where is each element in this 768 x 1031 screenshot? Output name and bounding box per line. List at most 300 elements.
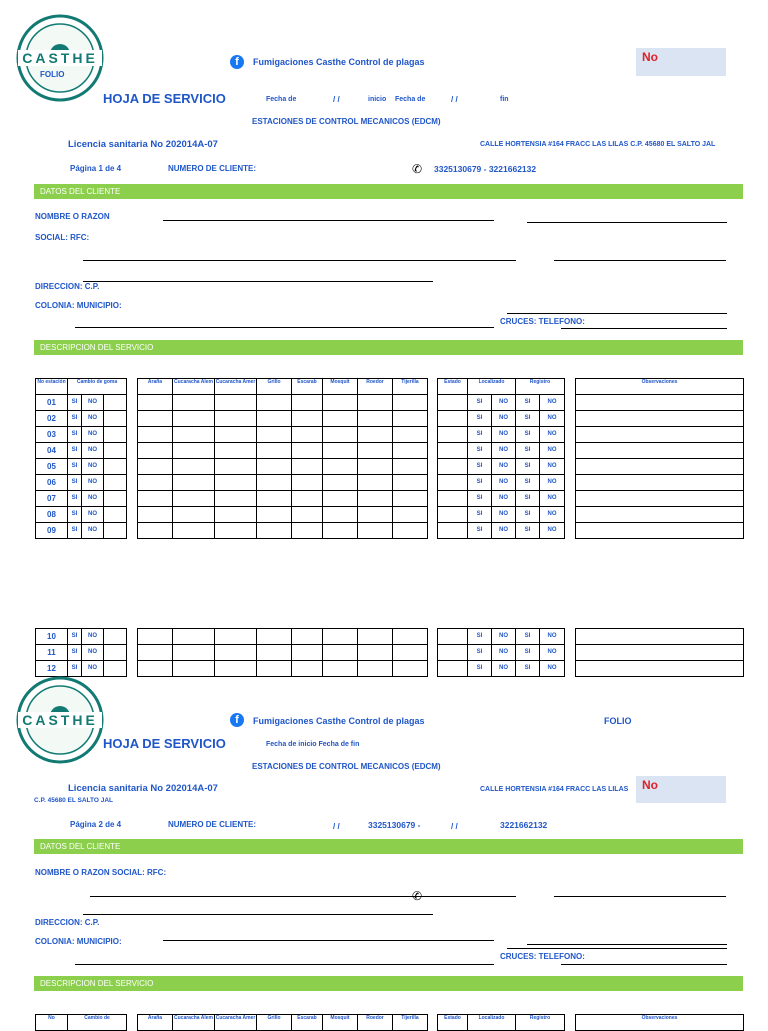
field-line xyxy=(83,281,433,282)
pest-cell xyxy=(257,443,292,459)
registro-no: NO xyxy=(540,507,565,523)
table-row xyxy=(576,507,744,523)
page-title-2: HOJA DE SERVICIO xyxy=(103,736,226,751)
table-row xyxy=(36,411,127,427)
table-cell xyxy=(104,661,127,677)
table-cell xyxy=(104,427,127,443)
header-roedor: Roedor xyxy=(358,1015,393,1031)
estado-cell xyxy=(438,427,468,443)
observaciones-cell xyxy=(576,395,744,411)
pest-cell xyxy=(323,491,358,507)
facebook-page-name: Fumigaciones Casthe Control de plagas xyxy=(253,716,425,726)
subtitle-2: ESTACIONES DE CONTROL MECANICOS (EDCM) xyxy=(252,762,441,771)
estado-cell xyxy=(438,661,468,677)
table-row xyxy=(138,427,428,443)
table-row xyxy=(138,443,428,459)
table-row xyxy=(438,629,565,645)
pest-cell xyxy=(292,443,323,459)
header-grillo: Grillo xyxy=(257,379,292,395)
table-row xyxy=(36,629,127,645)
pest-cell xyxy=(138,459,173,475)
cambio-si: SI xyxy=(68,645,82,661)
cambio-no: NO xyxy=(82,427,104,443)
table-row xyxy=(576,395,744,411)
registro-si: SI xyxy=(516,645,540,661)
table-row xyxy=(438,507,565,523)
registro-si: SI xyxy=(516,523,540,539)
pest-cell xyxy=(173,475,215,491)
pest-cell xyxy=(173,661,215,677)
table-row xyxy=(138,379,428,395)
pest-cell xyxy=(257,411,292,427)
table-row xyxy=(36,475,127,491)
cambio-si: SI xyxy=(68,459,82,475)
localizado-si: SI xyxy=(468,507,492,523)
table-cell xyxy=(104,491,127,507)
registro-si: SI xyxy=(516,395,540,411)
pest-cell xyxy=(323,395,358,411)
station-table-status xyxy=(437,1014,565,1031)
direccion-empresa-2: CALLE HORTENSIA #164 FRACC LAS LILAS xyxy=(480,786,629,793)
estado-cell xyxy=(438,645,468,661)
station-number: 01 xyxy=(36,395,68,411)
pest-cell xyxy=(215,427,257,443)
pest-cell xyxy=(215,491,257,507)
registro-si: SI xyxy=(516,459,540,475)
table-row xyxy=(438,475,565,491)
table-row xyxy=(576,629,744,645)
casthe-logo xyxy=(16,14,104,102)
cp-salto-2: C.P. 45680 EL SALTO JAL xyxy=(34,797,113,804)
table-row xyxy=(438,411,565,427)
descripcion-servicio-bar-1: DESCRIPCION DEL SERVICIO xyxy=(34,340,743,355)
table-row xyxy=(138,1015,428,1031)
station-table-status xyxy=(437,628,565,677)
localizado-no: NO xyxy=(492,523,516,539)
subtitle-1: ESTACIONES DE CONTROL MECANICOS (EDCM) xyxy=(252,117,441,126)
registro-si: SI xyxy=(516,491,540,507)
field-line xyxy=(507,313,727,314)
pest-cell xyxy=(323,507,358,523)
observaciones-cell xyxy=(576,523,744,539)
observaciones-cell xyxy=(576,661,744,677)
pest-cell xyxy=(215,411,257,427)
casthe-logo xyxy=(16,676,104,764)
registro-no: NO xyxy=(540,629,565,645)
social-rfc-1: SOCIAL: RFC: xyxy=(35,233,90,242)
pest-cell xyxy=(138,475,173,491)
pest-cell xyxy=(257,459,292,475)
direccion-cp-2: DIRECCION: C.P. xyxy=(35,918,100,927)
observaciones-cell xyxy=(576,411,744,427)
folio-label-2: FOLIO xyxy=(604,716,632,726)
field-line xyxy=(561,964,727,965)
pest-cell xyxy=(358,427,393,443)
table-row xyxy=(36,661,127,677)
cambio-si: SI xyxy=(68,629,82,645)
pest-cell xyxy=(292,411,323,427)
table-row xyxy=(438,443,565,459)
table-row xyxy=(438,645,565,661)
table-row xyxy=(576,645,744,661)
datos-cliente-bar-2: DATOS DEL CLIENTE xyxy=(34,839,743,854)
table-row xyxy=(36,523,127,539)
licencia-2: Licencia sanitaria No 202014A-07 xyxy=(68,783,218,794)
localizado-si: SI xyxy=(468,491,492,507)
pest-cell xyxy=(323,661,358,677)
cambio-no: NO xyxy=(82,645,104,661)
observaciones-cell xyxy=(576,459,744,475)
pest-cell xyxy=(323,629,358,645)
station-number: 09 xyxy=(36,523,68,539)
table-cell xyxy=(104,475,127,491)
station-table-observaciones xyxy=(575,1014,744,1031)
fecha-inicio-label-b: inicio xyxy=(368,96,387,103)
colonia-municipio-1: COLONIA: MUNICIPIO: xyxy=(35,301,122,310)
localizado-si: SI xyxy=(468,629,492,645)
pest-cell xyxy=(215,395,257,411)
facebook-page-name: Fumigaciones Casthe Control de plagas xyxy=(253,57,425,67)
observaciones-cell xyxy=(576,629,744,645)
registro-si: SI xyxy=(516,661,540,677)
pest-cell xyxy=(138,395,173,411)
table-row xyxy=(138,459,428,475)
table-row xyxy=(438,427,565,443)
datos-cliente-bar-1: DATOS DEL CLIENTE xyxy=(34,184,743,199)
station-number: 02 xyxy=(36,411,68,427)
station-number: 06 xyxy=(36,475,68,491)
table-row xyxy=(438,661,565,677)
pest-cell xyxy=(138,507,173,523)
registro-no: NO xyxy=(540,459,565,475)
station-number: 05 xyxy=(36,459,68,475)
nombre-razon-rfc-2: NOMBRE O RAZON SOCIAL: RFC: xyxy=(35,868,167,877)
header-no-estacion: No estación xyxy=(36,379,68,395)
localizado-si: SI xyxy=(468,443,492,459)
table-row xyxy=(36,507,127,523)
header-mosquit: Mosquit xyxy=(323,379,358,395)
pest-cell xyxy=(358,411,393,427)
localizado-no: NO xyxy=(492,661,516,677)
table-row xyxy=(576,523,744,539)
cambio-no: NO xyxy=(82,661,104,677)
pest-cell xyxy=(393,411,428,427)
header-arana: Araña xyxy=(138,379,173,395)
table-cell xyxy=(104,411,127,427)
estado-cell xyxy=(438,395,468,411)
cambio-no: NO xyxy=(82,395,104,411)
station-table-observaciones xyxy=(575,628,744,677)
pest-cell xyxy=(292,427,323,443)
direccion-cp-1: DIRECCION: C.P. xyxy=(35,282,100,291)
pest-cell xyxy=(323,443,358,459)
pest-cell xyxy=(138,491,173,507)
pagina-1: Página 1 de 4 xyxy=(70,164,122,173)
pest-cell xyxy=(257,661,292,677)
pest-cell xyxy=(173,443,215,459)
field-line xyxy=(507,948,727,949)
registro-no: NO xyxy=(540,395,565,411)
estado-cell xyxy=(438,491,468,507)
pest-cell xyxy=(257,427,292,443)
pest-cell xyxy=(358,443,393,459)
pest-cell xyxy=(393,459,428,475)
direccion-empresa-1: CALLE HORTENSIA #164 FRACC LAS LILAS C.P. 45680 EL SALTO JAL xyxy=(480,141,716,148)
header-localizado: Localizado xyxy=(468,1015,516,1031)
pest-cell xyxy=(358,491,393,507)
pest-cell xyxy=(393,395,428,411)
table-row xyxy=(438,395,565,411)
pest-cell xyxy=(215,523,257,539)
localizado-si: SI xyxy=(468,475,492,491)
station-number: 12 xyxy=(36,661,68,677)
pest-cell xyxy=(138,443,173,459)
svg-text:CASTHE: CASTHE xyxy=(22,712,98,728)
cambio-no: NO xyxy=(82,459,104,475)
field-line xyxy=(554,260,726,261)
header-cambio-goma: Cambio de goma xyxy=(68,379,127,395)
registro-si: SI xyxy=(516,443,540,459)
nombre-razon-1: NOMBRE O RAZON xyxy=(35,212,110,221)
table-row xyxy=(36,427,127,443)
pest-cell xyxy=(358,507,393,523)
pest-cell xyxy=(393,427,428,443)
station-table-left xyxy=(35,378,127,539)
cambio-no: NO xyxy=(82,523,104,539)
pest-cell xyxy=(292,629,323,645)
table-row xyxy=(36,379,127,395)
table-cell xyxy=(104,395,127,411)
table-row xyxy=(576,411,744,427)
header-arana: Araña xyxy=(138,1015,173,1031)
cambio-no: NO xyxy=(82,475,104,491)
cambio-si: SI xyxy=(68,507,82,523)
registro-no: NO xyxy=(540,411,565,427)
field-line xyxy=(561,328,727,329)
localizado-si: SI xyxy=(468,661,492,677)
registro-si: SI xyxy=(516,507,540,523)
pest-cell xyxy=(292,645,323,661)
table-cell xyxy=(104,459,127,475)
table-row xyxy=(138,395,428,411)
header-localizado: Localizado xyxy=(468,379,516,395)
cambio-no: NO xyxy=(82,443,104,459)
localizado-si: SI xyxy=(468,411,492,427)
header-grillo: Grillo xyxy=(257,1015,292,1031)
registro-no: NO xyxy=(540,523,565,539)
page-title-1: HOJA DE SERVICIO xyxy=(103,91,226,106)
station-table-pests xyxy=(137,1014,428,1031)
table-cell xyxy=(104,645,127,661)
header-registro: Registro xyxy=(516,379,565,395)
header-roedor: Roedor xyxy=(358,379,393,395)
field-line xyxy=(163,940,494,941)
pest-cell xyxy=(323,645,358,661)
table-cell xyxy=(104,443,127,459)
table-row xyxy=(36,645,127,661)
localizado-no: NO xyxy=(492,427,516,443)
station-number: 03 xyxy=(36,427,68,443)
table-row xyxy=(138,629,428,645)
facebook-icon: f xyxy=(230,713,244,727)
cambio-si: SI xyxy=(68,491,82,507)
pest-cell xyxy=(393,661,428,677)
pest-cell xyxy=(393,645,428,661)
table-row xyxy=(138,475,428,491)
station-number: 08 xyxy=(36,507,68,523)
cambio-si: SI xyxy=(68,411,82,427)
field-line xyxy=(83,260,516,261)
table-row xyxy=(576,1015,744,1031)
numero-cliente-1: NUMERO DE CLIENTE: xyxy=(168,164,256,173)
table-row xyxy=(576,661,744,677)
facebook-icon: f xyxy=(230,55,244,69)
station-number: 07 xyxy=(36,491,68,507)
table-row xyxy=(576,379,744,395)
pest-cell xyxy=(257,475,292,491)
localizado-si: SI xyxy=(468,645,492,661)
registro-no: NO xyxy=(540,645,565,661)
pest-cell xyxy=(173,523,215,539)
pest-cell xyxy=(173,645,215,661)
observaciones-cell xyxy=(576,443,744,459)
estado-cell xyxy=(438,629,468,645)
localizado-no: NO xyxy=(492,443,516,459)
observaciones-cell xyxy=(576,507,744,523)
pest-cell xyxy=(215,629,257,645)
header-no-estacion: No xyxy=(36,1015,68,1031)
header-tijerilla: Tijerilla xyxy=(393,1015,428,1031)
pest-cell xyxy=(215,443,257,459)
header-observaciones: Observaciones xyxy=(576,379,744,395)
cambio-no: NO xyxy=(82,411,104,427)
localizado-no: NO xyxy=(492,411,516,427)
pest-cell xyxy=(173,395,215,411)
registro-si: SI xyxy=(516,411,540,427)
pest-cell xyxy=(173,507,215,523)
fecha-inicio-label: Fecha de xyxy=(266,96,297,103)
pest-cell xyxy=(292,395,323,411)
registro-no: NO xyxy=(540,443,565,459)
table-row xyxy=(36,491,127,507)
estado-cell xyxy=(438,507,468,523)
field-line xyxy=(554,896,726,897)
observaciones-cell xyxy=(576,491,744,507)
table-row xyxy=(138,507,428,523)
table-row xyxy=(576,443,744,459)
table-row xyxy=(138,523,428,539)
localizado-no: NO xyxy=(492,491,516,507)
field-line xyxy=(163,220,494,221)
table-row xyxy=(438,523,565,539)
station-table-left xyxy=(35,1014,127,1031)
pest-cell xyxy=(358,629,393,645)
no-box-2: No xyxy=(636,776,726,803)
fechas-2: Fecha de inicio Fecha de fin xyxy=(266,741,360,748)
pest-cell xyxy=(323,475,358,491)
header-estado: Estado xyxy=(438,379,468,395)
pest-cell xyxy=(215,507,257,523)
localizado-si: SI xyxy=(468,395,492,411)
pest-cell xyxy=(138,523,173,539)
numero-cliente-2: NUMERO DE CLIENTE: xyxy=(168,820,256,829)
field-line xyxy=(83,914,433,915)
fecha-slash: / / xyxy=(333,95,340,104)
field-line xyxy=(90,896,516,897)
cambio-si: SI xyxy=(68,523,82,539)
cambio-si: SI xyxy=(68,395,82,411)
cambio-si: SI xyxy=(68,661,82,677)
header-escarab: Escarab xyxy=(292,1015,323,1031)
pest-cell xyxy=(292,475,323,491)
cruces-telefono-1: CRUCES: TELEFONO: xyxy=(500,317,585,326)
table-row xyxy=(138,645,428,661)
observaciones-cell xyxy=(576,475,744,491)
pest-cell xyxy=(393,491,428,507)
pest-cell xyxy=(138,427,173,443)
registro-no: NO xyxy=(540,661,565,677)
descripcion-servicio-bar-2: DESCRIPCION DEL SERVICIO xyxy=(34,976,743,991)
pest-cell xyxy=(215,645,257,661)
pest-cell xyxy=(257,523,292,539)
estado-cell xyxy=(438,443,468,459)
station-table-left xyxy=(35,628,127,677)
pest-cell xyxy=(292,661,323,677)
pest-cell xyxy=(257,395,292,411)
pest-cell xyxy=(257,507,292,523)
field-line xyxy=(527,222,727,223)
pest-cell xyxy=(358,395,393,411)
station-number: 11 xyxy=(36,645,68,661)
pest-cell xyxy=(358,523,393,539)
table-row xyxy=(576,475,744,491)
cambio-si: SI xyxy=(68,443,82,459)
pest-cell xyxy=(138,645,173,661)
table-cell xyxy=(104,523,127,539)
pest-cell xyxy=(215,459,257,475)
pest-cell xyxy=(323,459,358,475)
header-mosquit: Mosquit xyxy=(323,1015,358,1031)
cambio-si: SI xyxy=(68,475,82,491)
pest-cell xyxy=(393,523,428,539)
table-row xyxy=(576,459,744,475)
localizado-no: NO xyxy=(492,395,516,411)
cambio-no: NO xyxy=(82,507,104,523)
header-registro: Registro xyxy=(516,1015,565,1031)
table-row xyxy=(438,379,565,395)
pest-cell xyxy=(358,459,393,475)
pest-cell xyxy=(138,629,173,645)
pest-cell xyxy=(257,629,292,645)
station-table-pests xyxy=(137,378,428,539)
pest-cell xyxy=(138,411,173,427)
pest-cell xyxy=(393,443,428,459)
station-number: 04 xyxy=(36,443,68,459)
header-cambio-goma: Cambio de xyxy=(68,1015,127,1031)
table-row xyxy=(438,1015,565,1031)
registro-no: NO xyxy=(540,491,565,507)
localizado-no: NO xyxy=(492,459,516,475)
pest-cell xyxy=(393,507,428,523)
pest-cell xyxy=(173,427,215,443)
fecha-fin-label-b: fin xyxy=(500,96,509,103)
localizado-si: SI xyxy=(468,459,492,475)
station-number: 10 xyxy=(36,629,68,645)
registro-si: SI xyxy=(516,475,540,491)
pest-cell xyxy=(173,411,215,427)
pest-cell xyxy=(173,459,215,475)
svg-text:CASTHE: CASTHE xyxy=(22,50,98,66)
